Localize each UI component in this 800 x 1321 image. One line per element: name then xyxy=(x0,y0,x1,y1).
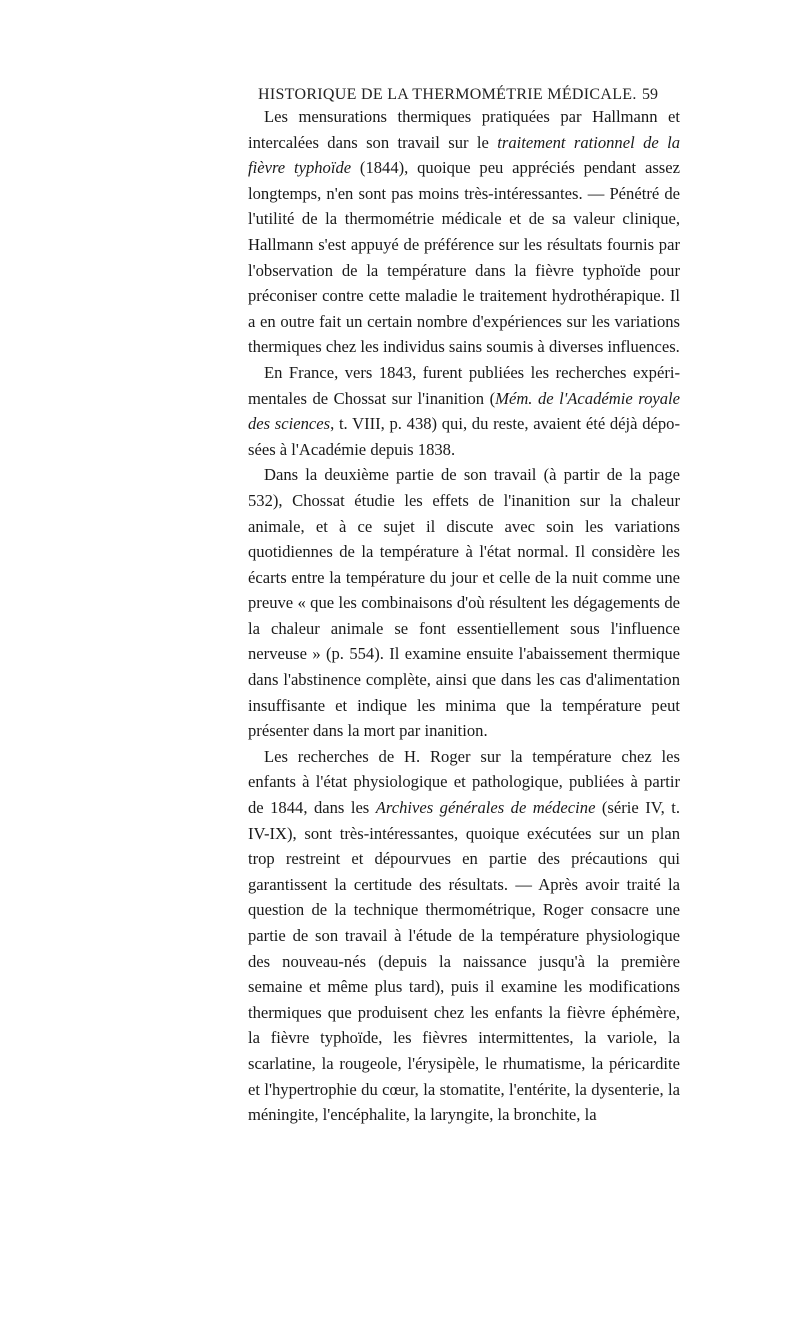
paragraph xyxy=(248,104,680,360)
text-segment: En France, vers 1843, furent publiées les recherches expérimentales de Chossat sur l'inanition ( xyxy=(248,362,680,408)
body-text xyxy=(248,104,680,1128)
text-segment: (série IV, t. IV-IX), sont très-intéressantes, quoique exécutées sur un plan trop restreint et dépourvues en partie des précautions qui garantissent la certitude des résultats. — Après avoir traité la question de la technique thermométrique, Roger consacre une partie de son travail à l'étude de la température physiologique des nouveau-nés (depuis la naissance jusqu'à la première semaine et même plus tard), puis il examine les modifications thermiques que produisent chez les enfants la fièvre éphémère, la fièvre typhoïde, les fièvres intermittentes, la variole, la scarlatine, la rougeole, l'érysipèle, le rhumatisme, la péricardite et l'hypertrophie du cœur, la stomatite, l'entérite, la dysenterie, la méningite, l'encéphalite, la laryngite, la bronchite, la xyxy=(248,798,680,1125)
text-segment: Dans la deuxième partie de son travail (à partir de la page 532), Chossat étudie les effets de l'inanition sur la chaleur animale, et à ce sujet il discute avec soin les variations quotidiennes de la température à l'état normal. Il considère les écarts entre la température du jour et celle de la nuit comme une preuve « que les combinaisons d'où résultent les dégagements de la chaleur animale se font essentiellement sous l'influence nerveuse » (p. 554). Il examine ensuite l'abaissement thermique dans l'abstinence complète, ainsi que dans les cas d'alimentation insuffisante et indique les minima que la température peut présenter dans la mort par inanition. xyxy=(248,465,680,741)
page-number: 59 xyxy=(642,86,658,103)
italic-title: Archives générales de médecine xyxy=(375,798,596,818)
paragraph xyxy=(248,744,680,1128)
running-title: HISTORIQUE DE LA THERMOMÉTRIE MÉDICALE. xyxy=(258,86,637,103)
italic-title: Mém. de l'Académie royale des sciences xyxy=(248,388,680,434)
text-segment: , t. VIII, p. 438) qui, du reste, avaient été déjà déposées à l'Académie depuis 1838. xyxy=(248,414,681,459)
text-segment: Les mensurations thermiques pratiquées par Hallmann et intercalées dans son travail sur le xyxy=(248,107,680,152)
paragraph xyxy=(248,462,680,744)
italic-title: traitement rationnel de la fièvre typhoïde xyxy=(248,132,681,178)
paragraph xyxy=(248,360,680,462)
text-segment: (1844), quoique peu appréciés pendant assez longtemps, n'en sont pas moins très-intéressantes. — Pénétré de l'utilité de la thermométrie médicale et de sa valeur clinique, Hallmann s'est appuyé de préférence sur les résultats fournis par l'observation de la température dans la fièvre typhoïde pour préconiser contre cette maladie le traitement hydrothérapique. Il a en outre fait un certain nombre d'expériences sur les variations thermiques chez les individus sains soumis à diverses influences. xyxy=(248,158,680,357)
text-segment: Les recherches de H. Roger sur la température chez les enfants à l'état physiologique et pathologique, publiées à partir de 1844, dans les xyxy=(248,746,680,818)
